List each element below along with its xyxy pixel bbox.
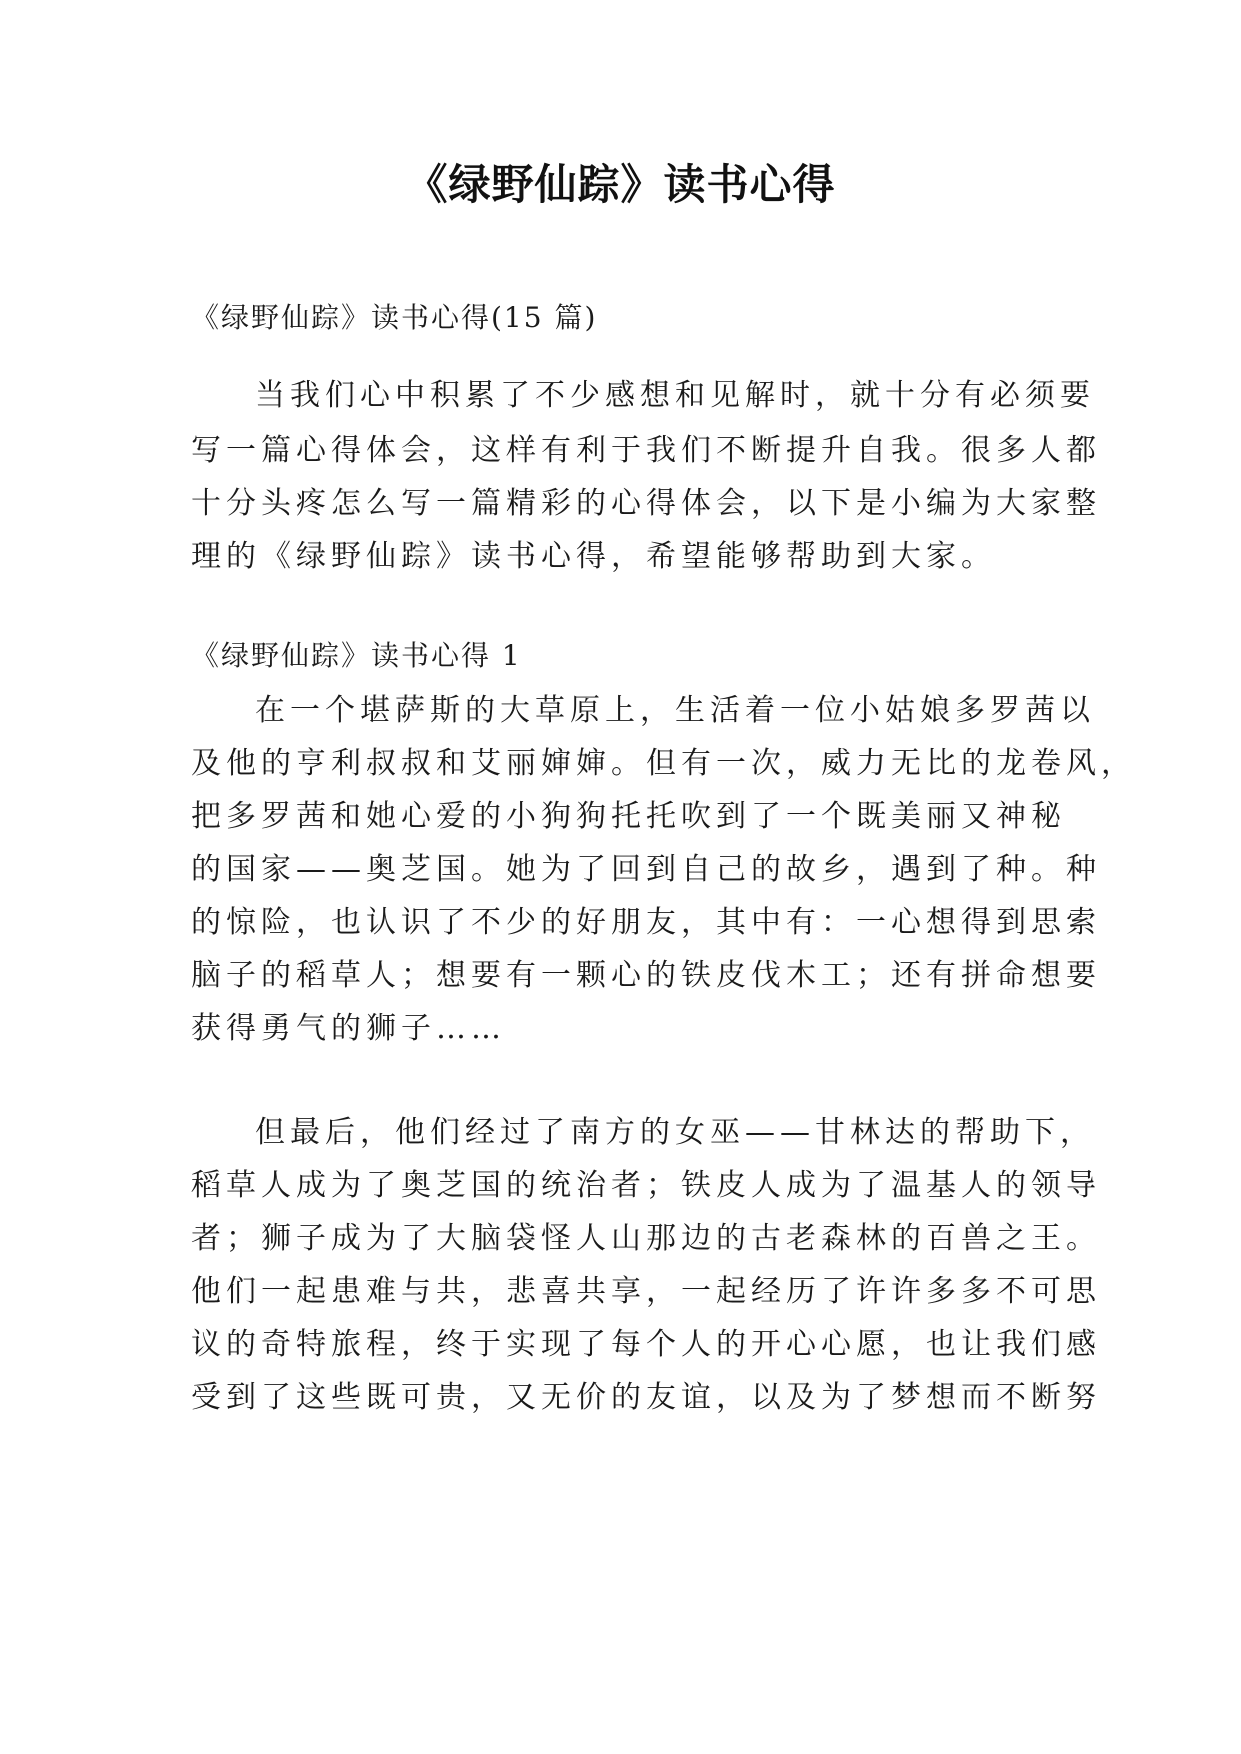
paragraph-line: 把多罗茜和她心爱的小狗狗托托吹到了一个既美丽又神秘 — [191, 799, 1066, 834]
paragraph-line: 受到了这些既可贵，又无价的友谊，以及为了梦想而不断努 — [191, 1380, 1101, 1415]
intro-line: 当我们心中积累了不少感想和见解时，就十分有必须要 — [255, 378, 1095, 413]
document-subtitle: 《绿野仙踪》读书心得(15 篇) — [191, 301, 598, 334]
paragraph-line: 议的奇特旅程，终于实现了每个人的开心心愿，也让我们感 — [191, 1327, 1101, 1362]
paragraph-line: 脑子的稻草人；想要有一颗心的铁皮伐木工；还有拼命想要 — [191, 958, 1101, 993]
intro-line: 十分头疼怎么写一篇精彩的心得体会，以下是小编为大家整 — [191, 486, 1101, 521]
section-heading: 《绿野仙踪》读书心得 1 — [191, 639, 522, 672]
paragraph-line: 在一个堪萨斯的大草原上，生活着一位小姑娘多罗茜以 — [255, 693, 1095, 728]
paragraph-line: 的惊险，也认识了不少的好朋友，其中有：一心想得到思索 — [191, 905, 1101, 940]
paragraph-line: 但最后，他们经过了南方的女巫——甘林达的帮助下， — [255, 1115, 1095, 1150]
page-title: 《绿野仙踪》读书心得 — [405, 160, 836, 209]
paragraph-line: 他们一起患难与共，悲喜共享，一起经历了许许多多不可思 — [191, 1274, 1101, 1309]
paragraph-line: 及他的亨利叔叔和艾丽婶婶。但有一次，威力无比的龙卷风， — [191, 746, 1136, 781]
paragraph-line: 获得勇气的狮子…… — [191, 1011, 506, 1046]
intro-line: 写一篇心得体会，这样有利于我们不断提升自我。很多人都 — [191, 433, 1101, 468]
paragraph-line: 的国家——奥芝国。她为了回到自己的故乡，遇到了种。种 — [191, 852, 1101, 887]
paragraph-line: 稻草人成为了奥芝国的统治者；铁皮人成为了温基人的领导 — [191, 1168, 1101, 1203]
intro-line: 理的《绿野仙踪》读书心得，希望能够帮助到大家。 — [191, 539, 996, 574]
paragraph-line: 者；狮子成为了大脑袋怪人山那边的古老森林的百兽之王。 — [191, 1221, 1101, 1256]
